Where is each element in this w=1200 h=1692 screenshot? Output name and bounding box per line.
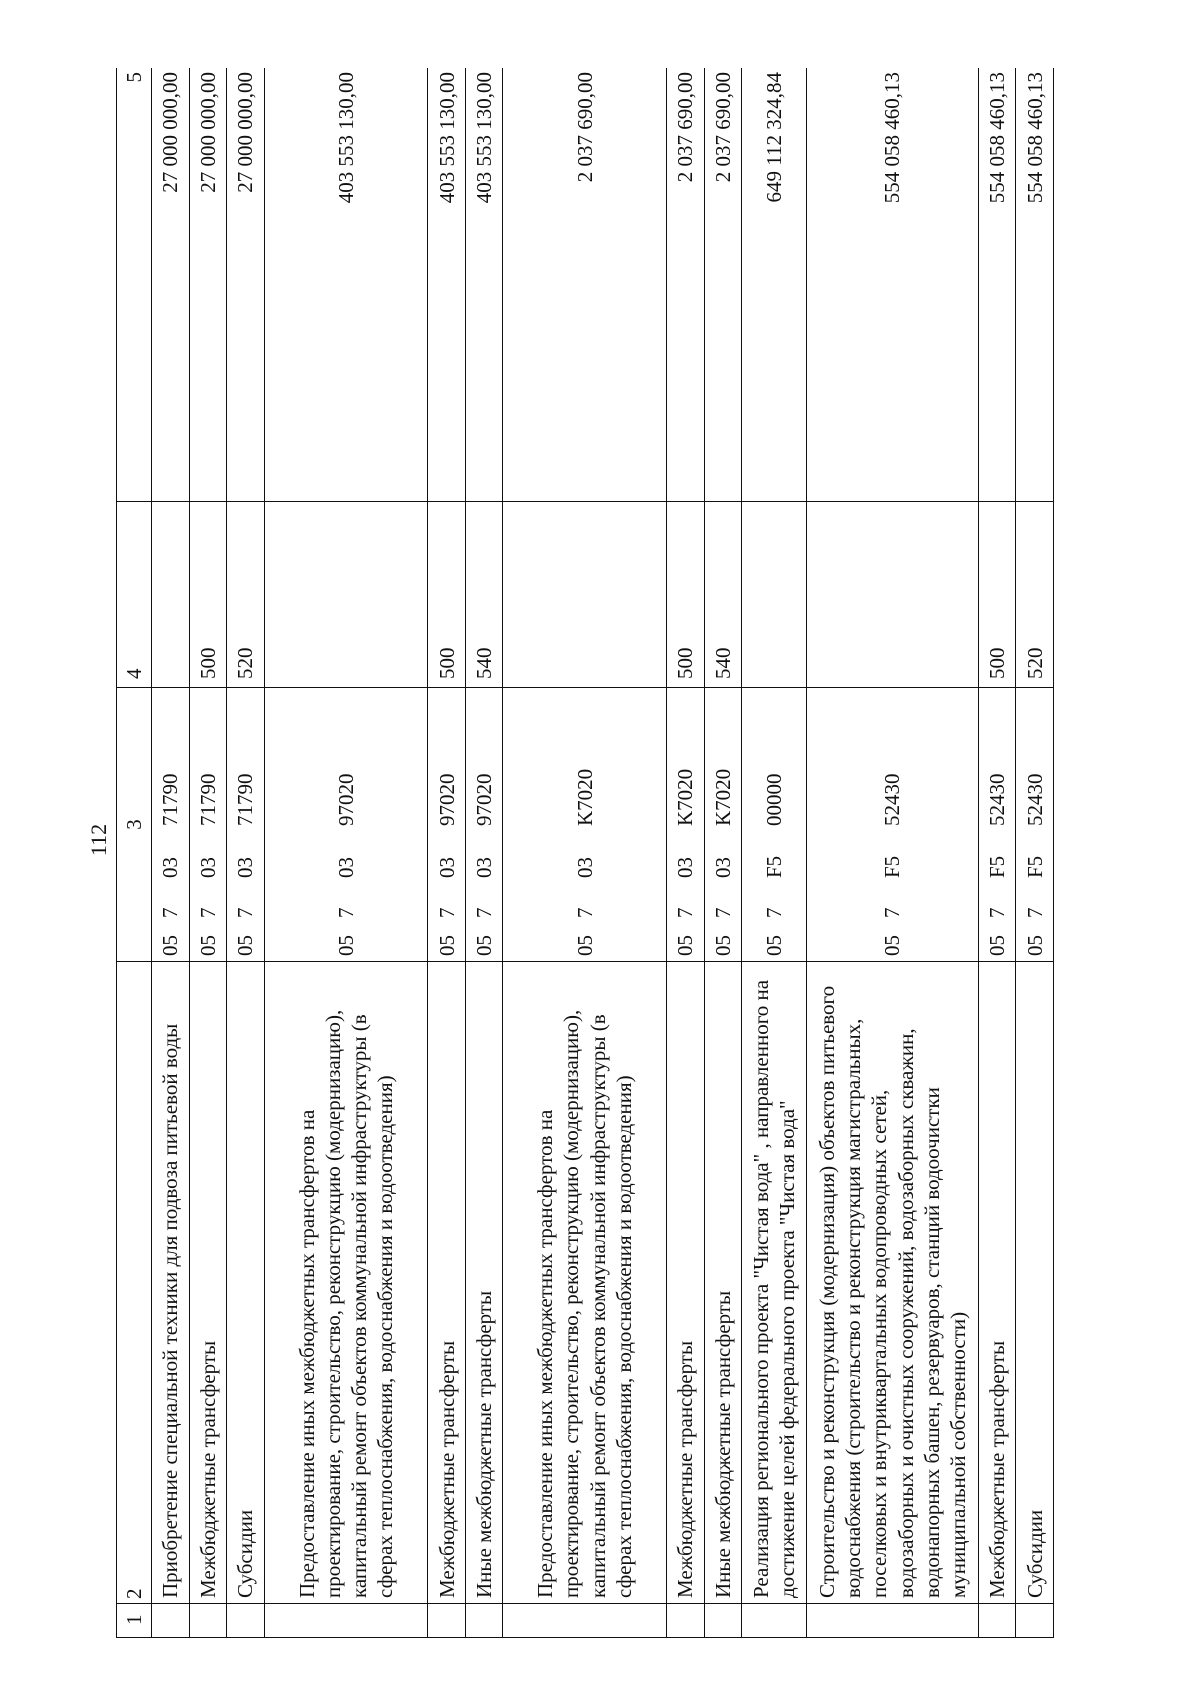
row-code-cell [1016,688,1054,962]
code-parts [157,693,183,956]
table-row [979,68,1016,1638]
code-part: F5 [985,855,1010,878]
code-part: 7 [158,907,183,918]
row-amount-cell: 27 000 000,00 [227,68,264,502]
code-part: 05 [195,935,220,956]
row-name-cell: Субсидии [1016,962,1054,1604]
code-part: 97020 [471,773,496,826]
row-code-cell [264,688,428,962]
header-col-2: 2 [117,962,152,1604]
code-part: 7 [233,907,258,918]
row-amount-cell: 554 058 460,13 [979,68,1016,502]
row-amount-cell: 27 000 000,00 [189,68,226,502]
code-parts [471,693,497,956]
row-name-cell: Субсидии [227,962,264,1604]
row-name-cell: Межбюджетные трансферты [428,962,465,1604]
code-part: K7020 [710,768,735,826]
code-part: 05 [880,935,905,956]
table-row [503,68,667,1638]
header-col-4: 4 [117,502,152,688]
row-amount-cell: 2 037 690,00 [704,68,741,502]
row-number-cell [428,1604,465,1638]
code-part: 71790 [158,773,183,826]
code-parts [879,693,905,956]
code-parts [232,693,258,956]
code-part: 05 [761,935,786,956]
code-part: 52430 [985,773,1010,826]
table-row [667,68,704,1638]
row-type-cell [503,502,667,688]
row-amount-cell: 403 553 130,00 [264,68,428,502]
code-part: 05 [471,935,496,956]
code-part: 7 [1022,907,1047,918]
row-code-cell [667,688,704,962]
row-number-cell [807,1604,979,1638]
code-part: 03 [710,857,735,878]
code-part: 00000 [761,773,786,826]
row-type-cell [741,502,806,688]
budget-table [116,68,1054,1638]
row-code-cell [704,688,741,962]
code-part: 7 [761,907,786,918]
code-parts [672,693,698,956]
row-code-cell [741,688,806,962]
code-part: 05 [1022,935,1047,956]
code-parts [984,693,1010,956]
table-viewport [116,68,1054,1638]
code-part: F5 [761,855,786,878]
code-part: 71790 [195,773,220,826]
code-part: 05 [158,935,183,956]
row-type-cell: 500 [189,502,226,688]
header-row [117,68,152,1638]
table-row [704,68,741,1638]
row-amount-cell: 403 553 130,00 [428,68,465,502]
code-part: 7 [673,907,698,918]
row-type-cell: 520 [227,502,264,688]
row-name-cell: Межбюджетные трансферты [667,962,704,1604]
code-parts [333,693,359,956]
row-code-cell [428,688,465,962]
row-number-cell [1016,1604,1054,1638]
row-type-cell: 500 [667,502,704,688]
header-col-3: 3 [117,688,152,962]
table-row [1016,68,1054,1638]
code-parts [710,693,736,956]
header-col-5: 5 [117,68,152,502]
row-amount-cell: 554 058 460,13 [807,68,979,502]
code-part: F5 [880,855,905,878]
code-part: 7 [434,907,459,918]
code-part: 7 [333,907,358,918]
row-name-cell: Иные межбюджетные трансферты [704,962,741,1604]
code-part: K7020 [572,768,597,826]
row-name-cell: Межбюджетные трансферты [189,962,226,1604]
code-parts [761,693,787,956]
row-name-cell: Приобретение специальной техники для подвоза питьевой воды [152,962,189,1604]
code-part: 05 [673,935,698,956]
row-code-cell [189,688,226,962]
code-part: 71790 [233,773,258,826]
code-part: 97020 [434,773,459,826]
code-part: 03 [572,857,597,878]
code-part: 05 [434,935,459,956]
code-part: 05 [985,935,1010,956]
row-amount-cell: 2 037 690,00 [667,68,704,502]
row-name-cell: Реализация регионального проекта "Чистая вода" , направленного на достижение целей федерального проекта "Чистая вода" [741,962,806,1604]
code-parts [195,693,221,956]
row-type-cell: 540 [704,502,741,688]
row-type-cell: 500 [428,502,465,688]
row-number-cell [152,1604,189,1638]
row-type-cell: 520 [1016,502,1054,688]
code-part: 03 [333,857,358,878]
row-number-cell [741,1604,806,1638]
row-code-cell [979,688,1016,962]
table-row [428,68,465,1638]
code-part: 03 [434,857,459,878]
row-type-cell [264,502,428,688]
row-name-cell: Межбюджетные трансферты [979,962,1016,1604]
row-type-cell: 540 [465,502,502,688]
code-parts [572,693,598,956]
page-number: 112 [86,823,111,857]
row-name-cell: Предоставление иных межбюджетных трансфертов на проектирование, строительство, реконструкцию (модернизацию), капитальный ремонт объектов коммунальной инфраструктуры (в сферах теплоснабжения, водоснабжения и водоотведения) [264,962,428,1604]
row-number-cell [189,1604,226,1638]
code-part: 7 [985,907,1010,918]
code-part: 52430 [880,773,905,826]
row-amount-cell: 27 000 000,00 [152,68,189,502]
row-number-cell [227,1604,264,1638]
code-part: K7020 [673,768,698,826]
code-part: 03 [233,857,258,878]
code-part: 52430 [1022,773,1047,826]
row-number-cell [979,1604,1016,1638]
row-number-cell [264,1604,428,1638]
code-part: 7 [195,907,220,918]
row-number-cell [465,1604,502,1638]
code-parts [434,693,460,956]
table-row [741,68,806,1638]
row-number-cell [503,1604,667,1638]
code-part: 7 [572,907,597,918]
code-part: 03 [471,857,496,878]
row-code-cell [465,688,502,962]
header-col-1: 1 [117,1604,152,1638]
table-row [189,68,226,1638]
code-part: 05 [333,935,358,956]
table-row [264,68,428,1638]
row-code-cell [807,688,979,962]
code-part: 03 [673,857,698,878]
table-row [227,68,264,1638]
row-number-cell [704,1604,741,1638]
code-part: 05 [572,935,597,956]
code-part: 97020 [333,773,358,826]
row-number-cell [667,1604,704,1638]
row-type-cell [152,502,189,688]
table-row [807,68,979,1638]
row-type-cell [807,502,979,688]
code-part: 05 [710,935,735,956]
row-amount-cell: 403 553 130,00 [465,68,502,502]
code-part: 03 [158,857,183,878]
row-code-cell [152,688,189,962]
table-row [152,68,189,1638]
code-part: 7 [471,907,496,918]
row-code-cell [503,688,667,962]
code-part: 7 [710,907,735,918]
row-code-cell [227,688,264,962]
row-amount-cell: 2 037 690,00 [503,68,667,502]
code-part: F5 [1022,855,1047,878]
row-name-cell: Иные межбюджетные трансферты [465,962,502,1604]
table-row [465,68,502,1638]
row-name-cell: Предоставление иных межбюджетных трансфертов на проектирование, строительство, реконструкцию (модернизацию), капитальный ремонт объектов коммунальной инфраструктуры (в сферах теплоснабжения, водоснабжения и водоотведения) [503,962,667,1604]
row-type-cell: 500 [979,502,1016,688]
row-amount-cell: 649 112 324,84 [741,68,806,502]
code-part: 05 [233,935,258,956]
row-name-cell: Строительство и реконструкция (модернизация) объектов питьевого водоснабжения (строительство и реконструкция магистральных, поселковых и внутриквартальных водопроводных сетей, водозаборных и очистных сооружений, водозаборных скважин, водонапорных башен, резервуаров, станций водоочистки муниципальной собственности) [807,962,979,1604]
code-parts [1022,693,1048,956]
code-part: 03 [195,857,220,878]
row-amount-cell: 554 058 460,13 [1016,68,1054,502]
code-part: 7 [880,907,905,918]
